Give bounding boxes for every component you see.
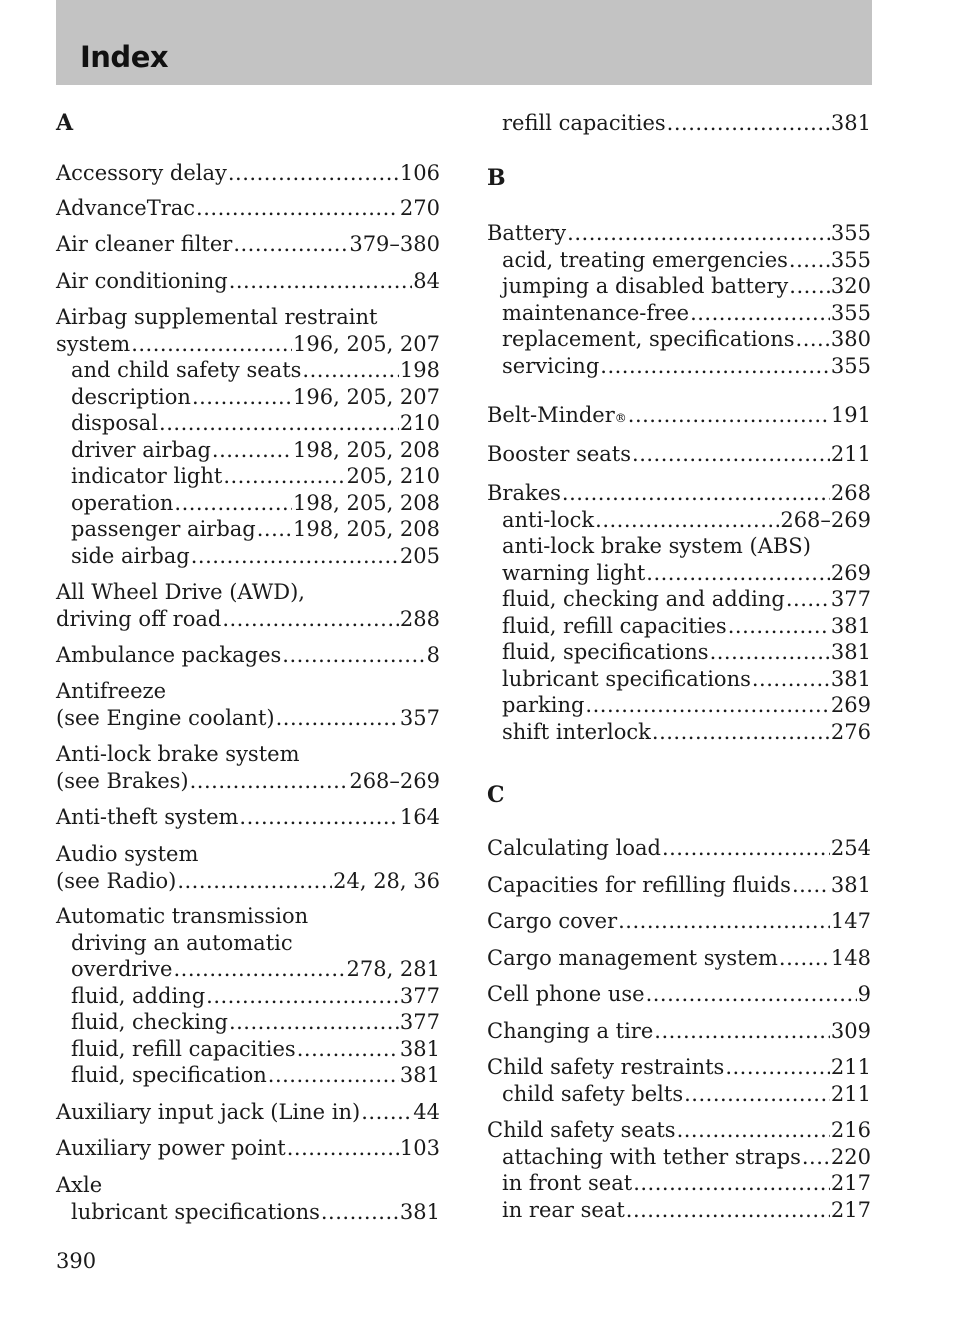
dot-leader	[282, 642, 425, 669]
dot-leader	[796, 326, 830, 353]
entry-term: and child safety seats	[71, 358, 302, 382]
page-reference: 217	[830, 1197, 871, 1222]
page-reference: 220	[830, 1144, 871, 1169]
entry-term: disposal	[71, 411, 159, 435]
page-reference: 381	[399, 1063, 440, 1087]
dot-leader	[728, 613, 830, 640]
index-entry-line	[56, 868, 440, 895]
entry-term: in rear seat	[502, 1197, 625, 1222]
index-subentry-line	[487, 1144, 871, 1171]
section-letter-a: A	[56, 110, 74, 136]
index-entry-line	[56, 1135, 440, 1162]
index-subentry-line	[56, 1009, 440, 1036]
page-reference: 210	[399, 411, 440, 435]
entry-term: indicator light	[71, 464, 223, 488]
page-reference: 268–269	[349, 768, 440, 793]
index-entry	[487, 872, 871, 899]
dot-leader	[131, 331, 292, 358]
page-reference: 377	[399, 983, 440, 1008]
index-subentry-line	[56, 384, 440, 411]
entry-term: description	[71, 384, 191, 409]
dot-leader	[652, 719, 830, 746]
entry-term: (see Radio)	[56, 868, 177, 893]
index-entry	[487, 908, 871, 935]
entry-term: Changing a tire	[487, 1019, 654, 1043]
page-number: 390	[56, 1249, 97, 1273]
page-reference: 147	[830, 909, 871, 933]
index-entry-line	[487, 480, 871, 507]
dot-leader	[677, 1117, 830, 1144]
page-reference: 198, 205, 208	[293, 490, 440, 515]
page-reference: 381	[830, 111, 871, 135]
index-entry	[56, 903, 440, 1089]
page-reference: 320	[830, 274, 871, 298]
page-reference: 357	[399, 705, 440, 730]
index-subentry-line	[56, 983, 440, 1010]
index-subentry-line	[56, 543, 440, 570]
index-subentry-line	[487, 507, 871, 534]
index-subentry-line	[487, 586, 871, 613]
entry-term: anti-lock	[502, 507, 595, 532]
entry-term: (see Brakes)	[56, 768, 189, 793]
page-reference: 269	[830, 693, 871, 717]
page-reference: 205, 210	[346, 464, 440, 488]
dot-leader	[725, 1054, 830, 1081]
entry-term: lubricant specifications	[71, 1199, 320, 1224]
index-entry-line	[56, 804, 440, 831]
dot-leader	[792, 872, 830, 899]
page-reference: 269	[830, 560, 871, 585]
entry-term: warning light	[502, 560, 646, 585]
entry-term: fluid, checking and adding	[502, 587, 785, 611]
index-entry-line	[487, 872, 871, 899]
index-entry-line	[56, 331, 440, 358]
dot-leader	[228, 160, 399, 187]
page-reference: 380	[830, 327, 871, 351]
page-reference: 198, 205, 208	[293, 437, 440, 462]
index-entry-line	[56, 606, 440, 633]
page-reference: 191	[830, 403, 871, 427]
entry-term: side airbag	[71, 543, 190, 568]
index-subentry-line	[487, 719, 871, 746]
page-reference: 355	[830, 353, 871, 378]
page-reference: 381	[830, 873, 871, 897]
index-entry-line	[487, 1054, 871, 1081]
page-reference: 106	[399, 161, 440, 185]
index-subentry-line	[487, 560, 871, 587]
index-entry	[487, 402, 871, 429]
page-reference: 196, 205, 207	[293, 331, 440, 356]
entry-term: anti-lock brake system (ABS)	[502, 534, 811, 558]
index-entry	[487, 1054, 871, 1107]
index-entry	[56, 231, 440, 258]
dot-leader	[618, 908, 830, 935]
dot-leader	[684, 1081, 830, 1108]
entry-term: Audio system	[56, 842, 199, 866]
entry-term: Capacities for refilling fluids	[487, 873, 791, 897]
entry-term: refill capacities	[502, 111, 666, 135]
page-reference: 84	[413, 269, 440, 293]
page-reference: 381	[830, 613, 871, 638]
entry-term: Belt-Minder	[487, 403, 615, 427]
entry-term: fluid, specifications	[502, 640, 709, 664]
dot-leader	[192, 384, 292, 411]
section-letter-c: C	[487, 782, 505, 808]
dot-leader	[177, 868, 332, 895]
index-subentry-line	[487, 300, 871, 327]
entry-term: (see Engine coolant)	[56, 705, 275, 730]
index-entry-line	[56, 579, 440, 606]
index-entry-line	[56, 1172, 440, 1199]
dot-leader	[276, 705, 399, 732]
entry-term: jumping a disabled battery	[502, 274, 789, 298]
index-subentry-line	[56, 357, 440, 384]
page-reference: 254	[830, 836, 871, 860]
index-entry	[56, 160, 440, 187]
dot-leader	[206, 983, 399, 1010]
index-entry-line	[56, 642, 440, 669]
index-subentry-line	[487, 273, 871, 300]
index-entry-line	[56, 195, 440, 222]
index-entry	[487, 1117, 871, 1223]
index-subentry-line	[56, 930, 440, 957]
index-subentry-line	[56, 956, 440, 983]
dot-leader	[567, 220, 830, 247]
dot-leader	[229, 268, 413, 295]
page-reference: 148	[830, 946, 871, 970]
entry-term: acid, treating emergencies	[502, 247, 788, 272]
entry-term: Cell phone use	[487, 982, 645, 1006]
entry-term: parking	[502, 693, 585, 717]
entry-term: in front seat	[502, 1171, 633, 1195]
dot-leader	[268, 1062, 399, 1089]
entry-term: Air cleaner filter	[56, 232, 233, 256]
entry-term: fluid, refill capacities	[71, 1036, 296, 1061]
page-reference: 355	[830, 247, 871, 272]
entry-term: Anti-theft system	[56, 805, 239, 829]
entry-term: replacement, specifications	[502, 327, 795, 351]
index-entry-line: Belt-Minder ® ..... 191	[487, 402, 871, 429]
index-entry	[56, 579, 440, 632]
index-entry	[56, 304, 440, 569]
section-letter-b: B	[487, 165, 506, 191]
index-subentry-line	[487, 533, 871, 560]
entry-term: Auxiliary input jack (Line in)	[56, 1100, 361, 1124]
entry-term: operation	[71, 490, 174, 515]
index-entry	[487, 835, 871, 862]
page-reference: 8	[426, 643, 440, 667]
index-entry-line	[56, 705, 440, 732]
dot-leader	[752, 666, 830, 693]
dot-leader	[600, 353, 830, 380]
page-reference: 381	[399, 1199, 440, 1224]
index-entry-line	[487, 1117, 871, 1144]
page-reference: 211	[830, 442, 871, 466]
dot-leader	[190, 768, 349, 795]
index-entry-line	[56, 841, 440, 868]
dot-leader	[789, 273, 830, 300]
dot-leader	[287, 1135, 399, 1162]
page-reference: 268–269	[780, 507, 871, 532]
index-entry	[56, 195, 440, 222]
index-subentry-line	[487, 1197, 871, 1224]
page-reference: 276	[830, 719, 871, 744]
index-entry	[56, 1135, 440, 1162]
index-entry	[56, 804, 440, 831]
dot-leader	[223, 463, 345, 490]
page-reference: 9	[857, 982, 871, 1006]
index-subentry-line	[487, 1170, 871, 1197]
entry-term: shift interlock	[502, 719, 651, 744]
dot-leader	[585, 692, 829, 719]
page-title: Index	[80, 40, 169, 74]
entry-term: Antifreeze	[56, 679, 167, 703]
page-reference: 355	[830, 221, 871, 245]
entry-term: passenger airbag	[71, 517, 256, 541]
index-subentry-line	[487, 666, 871, 693]
entry-term: Battery	[487, 221, 567, 245]
entry-term: Cargo cover	[487, 909, 618, 933]
page-reference: 196, 205, 207	[293, 384, 440, 409]
entry-term: fluid, specification	[71, 1063, 267, 1087]
entry-term: driving an automatic	[71, 930, 293, 955]
index-subentry-line	[487, 1081, 871, 1108]
dot-leader	[229, 1009, 399, 1036]
index-subentry-line	[56, 1199, 440, 1226]
index-subentry-line	[56, 463, 440, 490]
entry-term: fluid, refill capacities	[502, 613, 727, 638]
page-reference: 216	[830, 1118, 871, 1142]
dot-leader	[159, 410, 399, 437]
index-entry-line	[487, 220, 871, 247]
index-subentry-line	[56, 1036, 440, 1063]
index-subentry-line	[487, 110, 871, 137]
page-reference: 355	[830, 300, 871, 325]
dot-leader	[174, 490, 292, 517]
dot-leader	[779, 945, 830, 972]
index-entry-line	[56, 1099, 440, 1126]
index-subentry-line	[56, 516, 440, 543]
entry-term: Child safety restraints	[487, 1055, 725, 1079]
entry-term: Calculating load	[487, 836, 661, 860]
page-reference: 288	[399, 606, 440, 631]
page-reference: 381	[830, 640, 871, 664]
dot-leader	[361, 1099, 412, 1126]
dot-leader	[786, 586, 830, 613]
dot-leader	[626, 1197, 830, 1224]
entry-term: Anti-lock brake system	[56, 742, 300, 766]
dot-leader	[646, 981, 857, 1008]
index-entry-line	[487, 1018, 871, 1045]
index-entry	[487, 945, 871, 972]
index-entry	[487, 480, 871, 745]
dot-leader	[628, 402, 830, 429]
index-entry	[487, 220, 871, 379]
dot-leader	[632, 441, 830, 468]
page-reference: 24, 28, 36	[333, 868, 440, 893]
page-reference: 205	[399, 543, 440, 568]
index-entry-line	[56, 903, 440, 930]
index-entry	[56, 1099, 440, 1126]
dot-leader	[222, 606, 399, 633]
entry-term: Cargo management system	[487, 946, 778, 970]
page-reference: 379–380	[349, 232, 440, 256]
dot-leader	[173, 956, 345, 983]
index-subentry-line	[56, 410, 440, 437]
index-entry-line	[487, 441, 871, 468]
dot-leader	[802, 1144, 830, 1171]
page-reference: 381	[830, 666, 871, 691]
page-reference: 211	[830, 1081, 871, 1106]
index-subentry-line	[487, 247, 871, 274]
page-reference: 381	[399, 1036, 440, 1061]
dot-leader	[191, 543, 399, 570]
dot-leader	[595, 507, 779, 534]
dot-leader	[633, 1170, 830, 1197]
index-entry	[487, 441, 871, 468]
dot-leader	[654, 1018, 830, 1045]
page-reference: 103	[399, 1136, 440, 1160]
page-reference: 198	[399, 358, 440, 382]
entry-term: attaching with tether straps	[502, 1144, 801, 1169]
entry-term: Booster seats	[487, 442, 632, 466]
index-entry-line	[487, 981, 871, 1008]
entry-term: fluid, checking	[71, 1010, 228, 1034]
index-subentry-line	[487, 613, 871, 640]
dot-leader	[297, 1036, 399, 1063]
index-subentry-line	[56, 1062, 440, 1089]
entry-term: Axle	[56, 1173, 103, 1197]
dot-leader	[233, 231, 348, 258]
page-reference: 198, 205, 208	[293, 517, 440, 541]
dot-leader	[212, 437, 292, 464]
entry-term: overdrive	[71, 957, 173, 981]
index-entry-line	[56, 678, 440, 705]
dot-leader	[562, 480, 830, 507]
entry-term: Airbag supplemental restraint	[56, 305, 378, 329]
index-entry	[56, 268, 440, 295]
entry-term: Accessory delay	[56, 161, 227, 185]
index-entry	[56, 1172, 440, 1225]
entry-term: fluid, adding	[71, 983, 206, 1008]
index-subentry-line	[487, 692, 871, 719]
entry-term: Child safety seats	[487, 1118, 676, 1142]
entry-term: driver airbag	[71, 437, 211, 462]
index-subentry-line	[487, 326, 871, 353]
index-subentry-line	[487, 639, 871, 666]
page-reference: 44	[413, 1100, 440, 1124]
index-entry-line	[56, 160, 440, 187]
entry-term: lubricant specifications	[502, 666, 751, 691]
dot-leader	[690, 300, 830, 327]
index-entry-line	[56, 304, 440, 331]
index-entry	[56, 678, 440, 731]
page-reference: 211	[830, 1055, 871, 1079]
dot-leader	[321, 1199, 399, 1226]
entry-term: child safety belts	[502, 1081, 684, 1106]
index-entry	[487, 110, 871, 137]
entry-term: servicing	[502, 353, 600, 378]
index-subentry-line	[56, 437, 440, 464]
entry-term: system	[56, 331, 131, 356]
index-entry-line	[487, 908, 871, 935]
dot-leader	[710, 639, 830, 666]
dot-leader	[789, 247, 830, 274]
dot-leader	[646, 560, 830, 587]
entry-term: driving off road	[56, 606, 222, 631]
entry-term: Auxiliary power point	[56, 1136, 286, 1160]
index-entry	[56, 841, 440, 894]
page-reference: 164	[399, 805, 440, 829]
index-entry-line	[56, 231, 440, 258]
page-reference: 217	[830, 1171, 871, 1195]
entry-term: maintenance-free	[502, 300, 690, 325]
dot-leader	[302, 357, 398, 384]
entry-term: AdvanceTrac	[56, 196, 196, 220]
page-reference: 309	[830, 1019, 871, 1043]
dot-leader	[239, 804, 398, 831]
index-subentry-line	[56, 490, 440, 517]
entry-term: Air conditioning	[56, 269, 228, 293]
index-entry	[487, 981, 871, 1008]
dot-leader	[196, 195, 399, 222]
page-reference: 270	[399, 196, 440, 220]
page-reference: 377	[830, 587, 871, 611]
entry-term: Ambulance packages	[56, 643, 282, 667]
entry-term: All Wheel Drive (AWD),	[56, 580, 305, 604]
index-entry-line	[56, 768, 440, 795]
index-subentry-line	[487, 353, 871, 380]
page-reference: 278, 281	[346, 957, 440, 981]
index-entry-line	[487, 945, 871, 972]
dot-leader	[257, 516, 292, 543]
entry-term: Automatic transmission	[56, 904, 309, 928]
index-entry-line	[487, 835, 871, 862]
index-entry	[56, 741, 440, 794]
page-reference: 377	[399, 1010, 440, 1034]
index-entry-line	[56, 268, 440, 295]
page-reference: 268	[830, 481, 871, 505]
header-bar	[56, 0, 872, 85]
dot-leader	[667, 110, 830, 137]
dot-leader	[662, 835, 830, 862]
index-entry	[487, 1018, 871, 1045]
index-entry-line	[56, 741, 440, 768]
index-entry	[56, 642, 440, 669]
entry-term: Brakes	[487, 481, 561, 505]
